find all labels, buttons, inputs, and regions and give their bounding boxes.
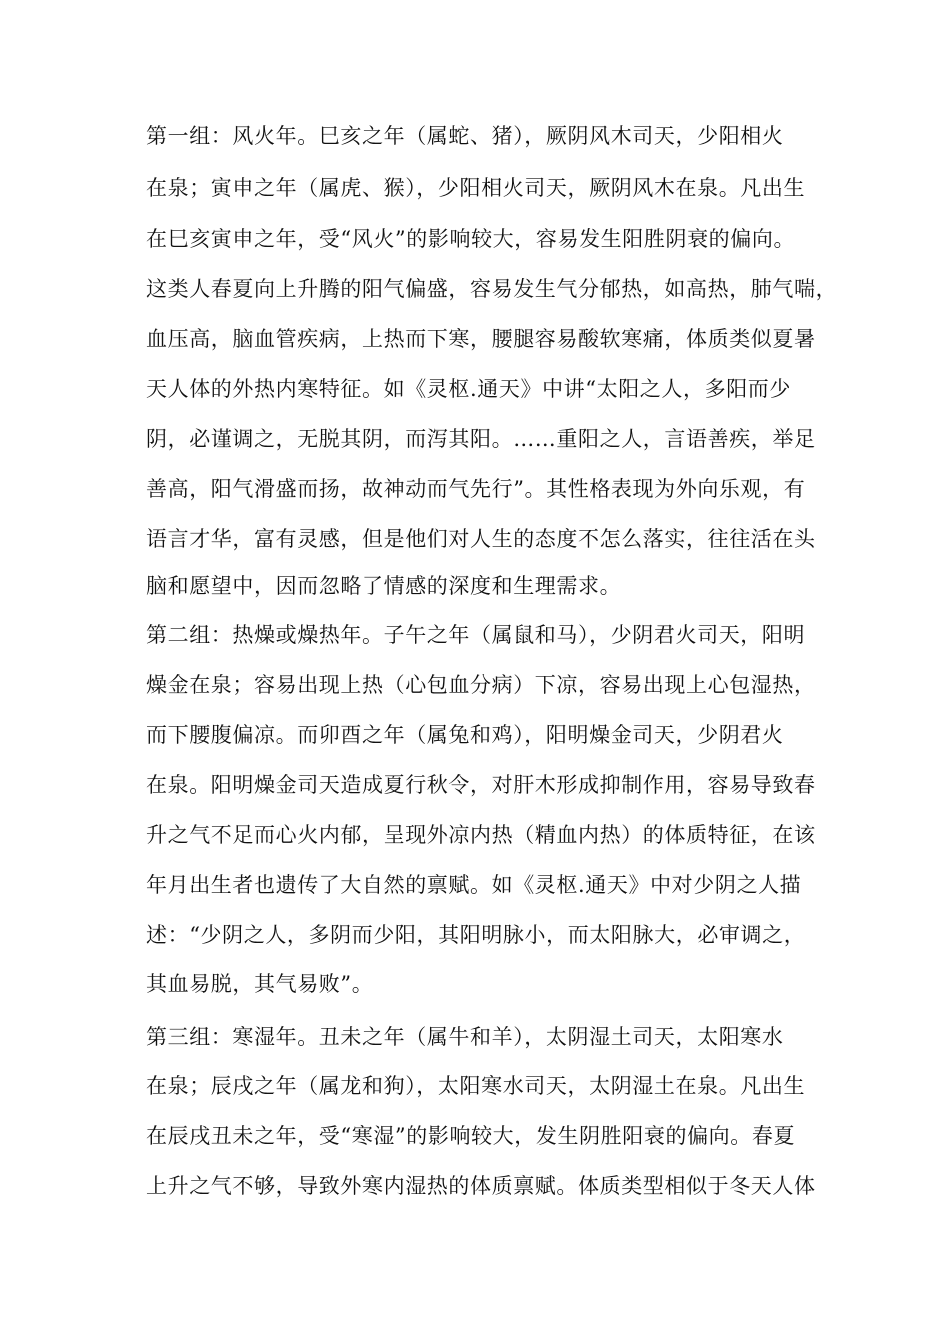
text-line: 脑和愿望中，因而忽略了情感的深度和生理需求。 <box>146 574 622 598</box>
text-line: 其血易脱，其气易败”。 <box>146 972 374 996</box>
text-line: 第一组：风火年。巳亥之年（属蛇、猪），厥阴风木司天，少阳相火 <box>146 124 784 148</box>
text-line: 在泉。阳明燥金司天造成夏行秋令，对肝木形成抑制作用，容易导致春 <box>146 773 816 797</box>
text-line: 而下腰腹偏凉。而卯酉之年（属兔和鸡），阳明燥金司天，少阴君火 <box>146 723 784 747</box>
text-line: 血压高，脑血管疾病，上热而下寒，腰腿容易酸软寒痛，体质类似夏暑 <box>146 327 816 351</box>
text-line: 天人体的外热内寒特征。如《灵枢.通天》中讲“太阳之人，多阳而少 <box>146 377 792 401</box>
text-line: 年月出生者也遗传了大自然的禀赋。如《灵枢.通天》中对少阴之人描 <box>146 873 802 897</box>
text-line: 第三组：寒湿年。丑未之年（属牛和羊），太阴湿土司天，太阳寒水 <box>146 1025 784 1049</box>
text-line: 燥金在泉；容易出现上热（心包血分病）下凉，容易出现上心包湿热， <box>146 673 816 697</box>
text-line: 述：“少阴之人，多阴而少阳，其阳明脉小，而太阳脉大，必审调之， <box>146 923 806 947</box>
text-line: 在辰戌丑未之年，受“寒湿”的影响较大，发生阴胜阳衰的偏向。春夏 <box>146 1124 796 1148</box>
text-line: 善高，阳气滑盛而扬，故神动而气先行”。其性格表现为外向乐观，有 <box>146 477 806 501</box>
text-line: 在巳亥寅申之年，受“风火”的影响较大，容易发生阳胜阴衰的偏向。 <box>146 227 796 251</box>
text-line: 升之气不足而心火内郁，呈现外凉内热（精血内热）的体质特征，在该 <box>146 823 816 847</box>
text-line: 上升之气不够，导致外寒内湿热的体质禀赋。体质类型相似于冬天人体 <box>146 1174 816 1198</box>
text-line: 语言才华，富有灵感，但是他们对人生的态度不怎么落实，往往活在头 <box>146 527 816 551</box>
text-line: 在泉；寅申之年（属虎、猴），少阳相火司天，厥阴风木在泉。凡出生 <box>146 176 806 200</box>
text-line: 在泉；辰戌之年（属龙和狗），太阳寒水司天，太阴湿土在泉。凡出生 <box>146 1074 806 1098</box>
text-line: 阴，必谨调之，无脱其阴，而泻其阳。……重阳之人，言语善疾，举足 <box>146 427 816 451</box>
text-line: 第二组：热燥或燥热年。子午之年（属鼠和马），少阴君火司天，阳明 <box>146 623 806 647</box>
text-line: 这类人春夏向上升腾的阳气偏盛，容易发生气分郁热，如高热，肺气喘， <box>146 277 838 301</box>
